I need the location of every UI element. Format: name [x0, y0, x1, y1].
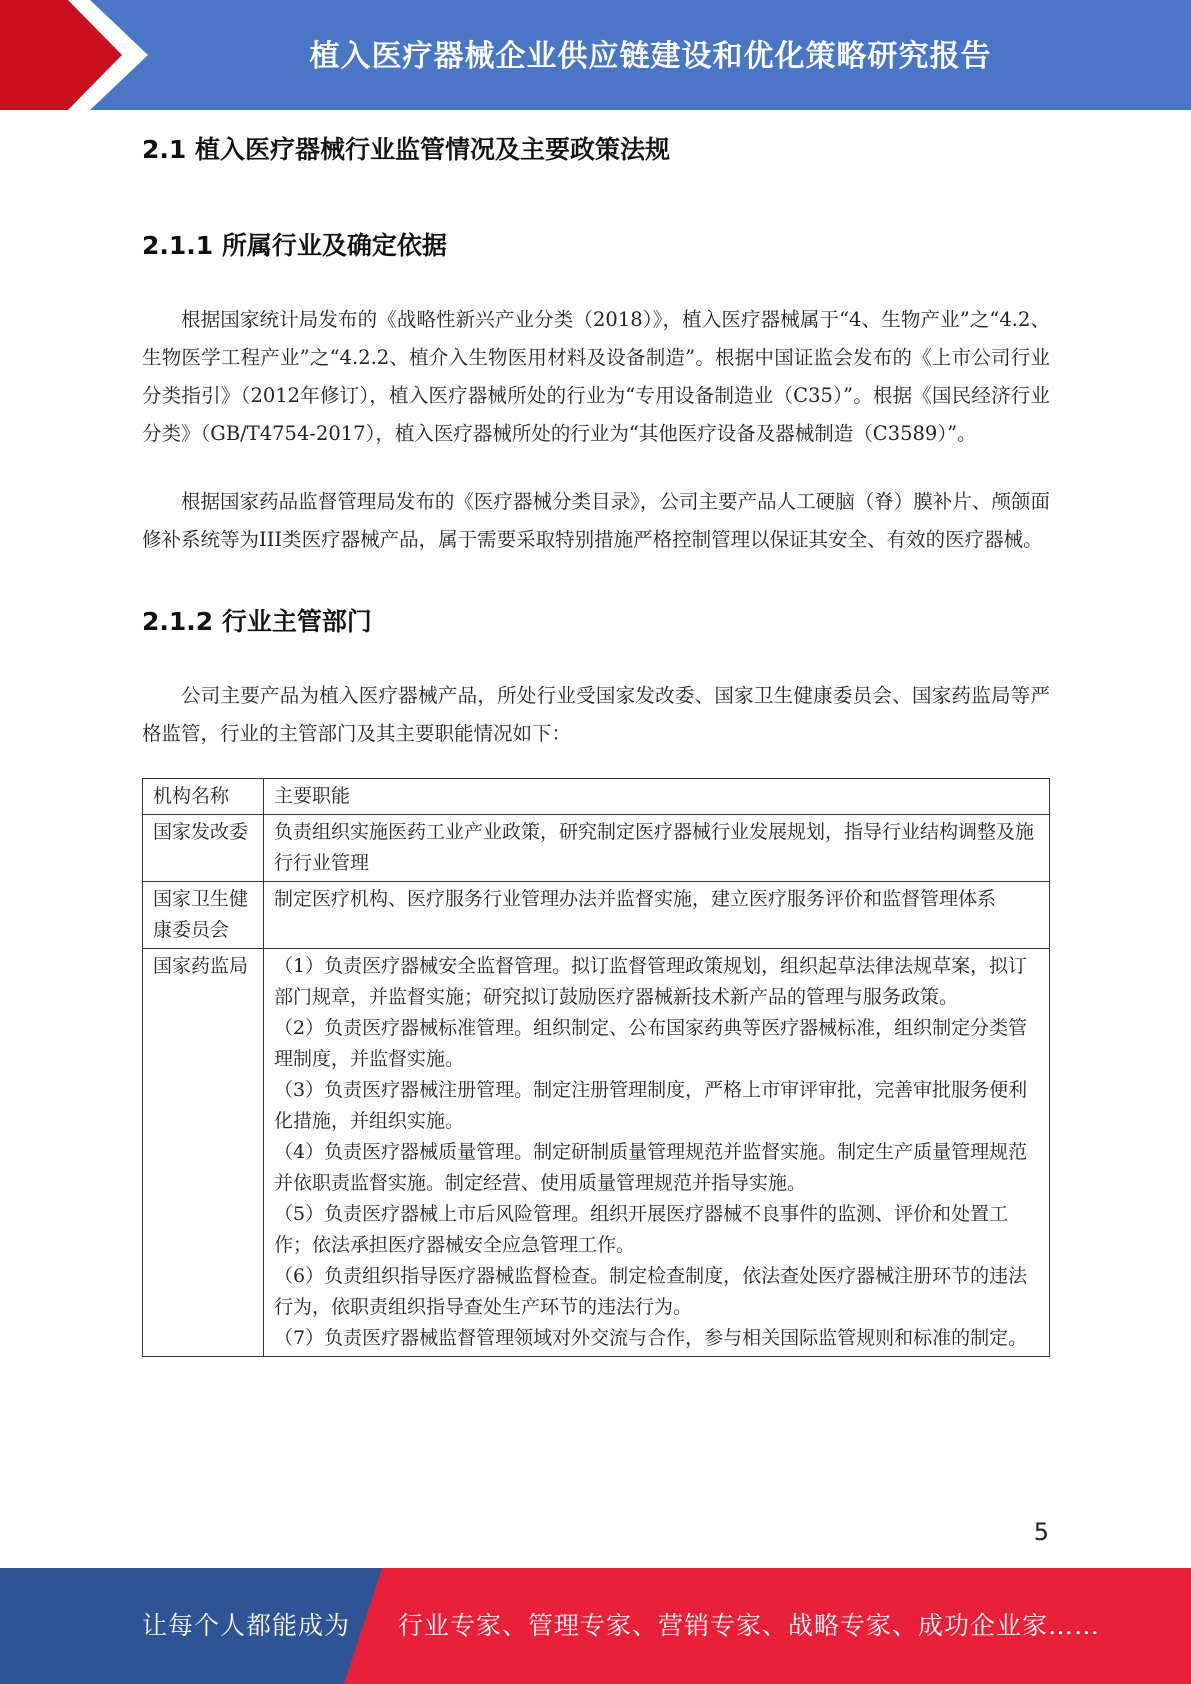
duty-text: （4）负责医疗器械质量管理。制定研制质量管理规范并监督实施。制定生产质量管理规范并依职责监督实施。制定经营、使用质量管理规范并指导实施。 — [274, 1141, 1028, 1194]
table-header-row — [143, 779, 1050, 815]
table-cell-org: 国家药监局 — [143, 949, 264, 1357]
table-cell-org: 国家发改委 — [143, 815, 264, 882]
footer-slogan-left: 让每个人都能成为 — [142, 1611, 351, 1640]
header-band — [0, 0, 1191, 110]
table-cell-duties — [264, 815, 1050, 882]
duty-text: 负责组织实施医药工业产业政策，研究制定医疗器械行业发展规划，指导行业结构调整及施行行业管理 — [274, 821, 1035, 874]
duty-text: （6）负责组织指导医疗器械监督检查。制定检查制度，依法查处医疗器械注册环节的违法行为，依职责组织指导查处生产环节的违法行为。 — [274, 1265, 1028, 1318]
page-number: 5 — [1033, 1518, 1049, 1546]
table-row — [143, 949, 1050, 1357]
section-heading-2-1-1: 2.1.1 所属行业及确定依据 — [142, 231, 447, 260]
table-row — [143, 815, 1050, 882]
duty-text: （3）负责医疗器械注册管理。制定注册管理制度，严格上市审评审批，完善审批服务便利化措施，并组织实施。 — [274, 1079, 1028, 1132]
section-heading-2-1: 2.1 植入医疗器械行业监管情况及主要政策法规 — [142, 135, 670, 164]
duty-text: 制定医疗机构、医疗服务行业管理办法并监督实施，建立医疗服务评价和监督管理体系 — [274, 888, 997, 910]
duty-text: （7）负责医疗器械监督管理领域对外交流与合作，参与相关国际监管规则和标准的制定。 — [274, 1327, 1028, 1349]
paragraph: 根据国家药品监督管理局发布的《医疗器械分类目录》，公司主要产品人工硬脑（脊）膜补片、颅颌面修补系统等为III类医疗器械产品，属于需要采取特别措施严格控制管理以保证其安全、有效的医疗器械。 — [142, 490, 1050, 551]
duty-text: （2）负责医疗器械标准管理。组织制定、公布国家药典等医疗器械标准，组织制定分类管理制度，并监督实施。 — [274, 1017, 1028, 1070]
table-header-cell: 机构名称 — [143, 779, 264, 815]
duty-text: （1）负责医疗器械安全监督管理。拟订监督管理政策规划，组织起草法律法规草案，拟订部门规章，并监督实施；研究拟订鼓励医疗器械新技术新产品的管理与服务政策。 — [274, 955, 1028, 1008]
duty-text: （5）负责医疗器械上市后风险管理。组织开展医疗器械不良事件的监测、评价和处置工作；依法承担医疗器械安全应急管理工作。 — [274, 1203, 1009, 1256]
table-intro-paragraph: 公司主要产品为植入医疗器械产品，所处行业受国家发改委、国家卫生健康委员会、国家药监局等严格监管，行业的主管部门及其主要职能情况如下： — [142, 684, 1050, 745]
footer-band — [0, 1568, 1191, 1684]
table-header-cell: 主要职能 — [264, 779, 1050, 815]
table-row — [143, 882, 1050, 949]
regulatory-agencies-table — [142, 778, 1050, 1357]
section-heading-2-1-2: 2.1.2 行业主管部门 — [142, 607, 372, 636]
paragraph: 根据国家统计局发布的《战略性新兴产业分类（2018）》，植入医疗器械属于“4、生物产业”之“4.2、生物医学工程产业”之“4.2.2、植介入生物医用材料及设备制造”。根据中国证监会发布的《上市公司行业分类指引》（2012年修订），植入医疗器械所处的行业为“专用设备制造业（C35）”。根据《国民经济行业分类》（GB/T4754-2017），植入医疗器械所处的行业为“其他医疗设备及器械制造（C3589）”。 — [142, 308, 1050, 445]
document-content — [142, 125, 1050, 1357]
footer-slogan-right: 行业专家、管理专家、营销专家、战略专家、成功企业家…… — [398, 1611, 1101, 1640]
table-cell-org: 国家卫生健康委员会 — [143, 882, 264, 949]
table-cell-duties — [264, 949, 1050, 1357]
report-title: 植入医疗器械企业供应链建设和优化策略研究报告 — [309, 39, 992, 74]
table-cell-duties — [264, 882, 1050, 949]
